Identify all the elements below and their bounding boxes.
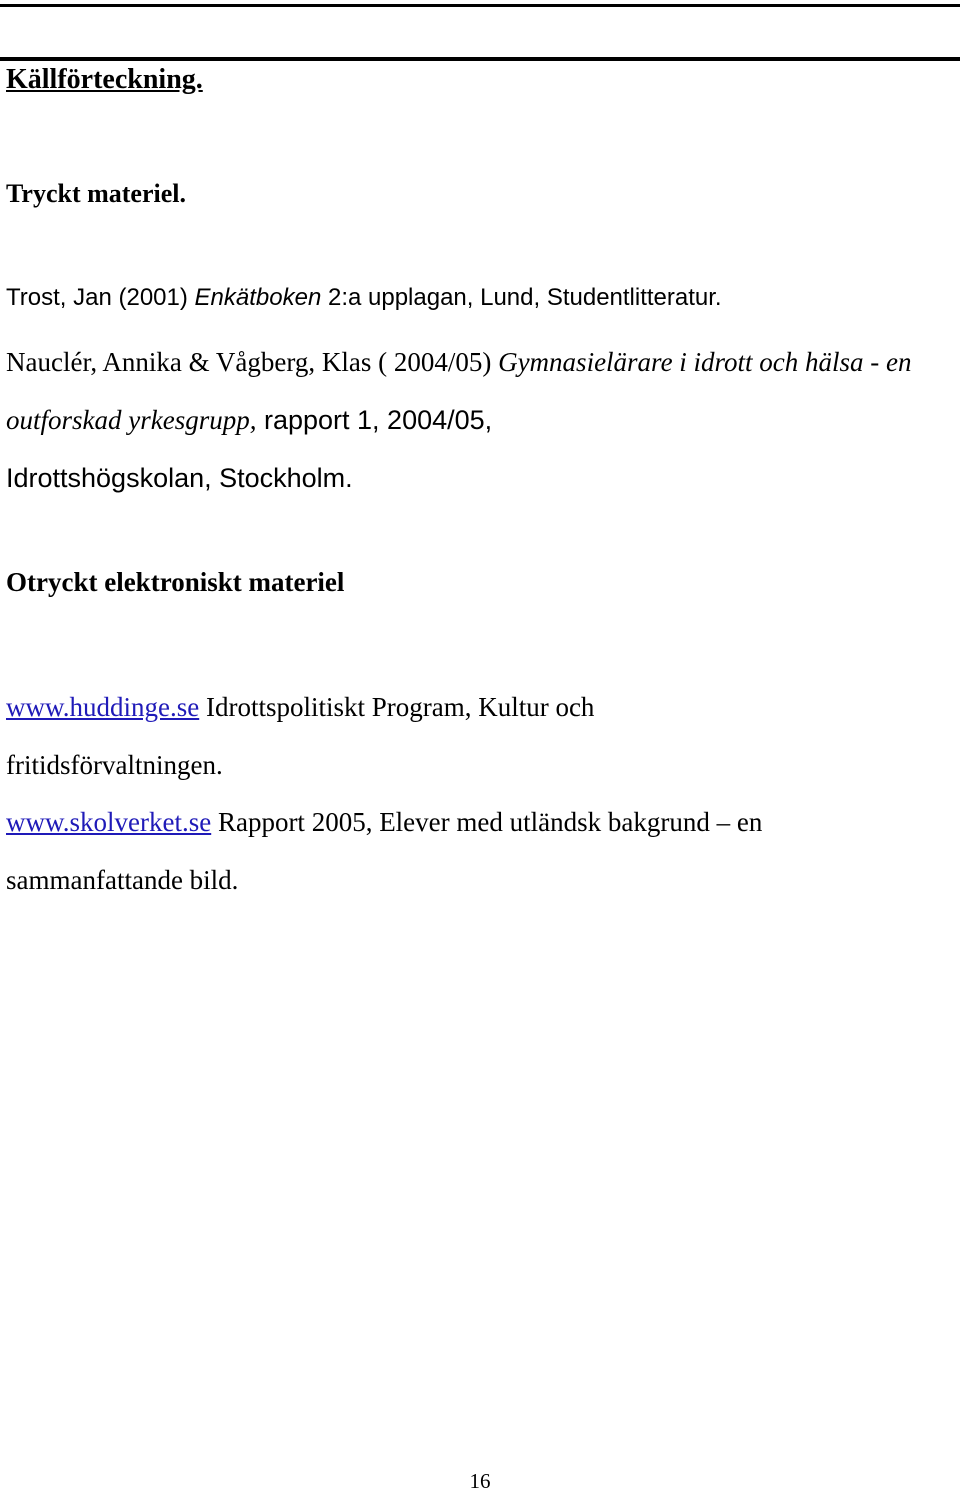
reference-description: Rapport 2005, Elever med utländsk bakgrund – en: [211, 807, 763, 837]
top-rule: [0, 4, 960, 7]
reference-details: rapport 1, 2004/05,: [256, 405, 493, 435]
reference-description-continued: sammanfattande bild.: [6, 865, 239, 895]
reference-title: Enkätboken: [194, 284, 322, 311]
reference-author: Nauclér, Annika & Vågberg, Klas ( 2004/05): [6, 347, 499, 377]
reference-title: Gymnasielärare i idrott och hälsa - en outforskad yrkesgrupp,: [6, 347, 912, 435]
reference-huddinge: [6, 678, 958, 794]
reference-naucler: [6, 333, 958, 507]
header-rule: [0, 57, 960, 61]
electronic-material-heading: Otryckt elektroniskt materiel: [6, 567, 345, 597]
printed-material-heading: Tryckt materiel.: [6, 179, 186, 208]
huddinge-link[interactable]: www.huddinge.se: [6, 692, 200, 722]
reference-trost: [6, 283, 958, 313]
reference-author: Trost, Jan (2001): [6, 284, 195, 311]
skolverket-link[interactable]: www.skolverket.se: [6, 807, 212, 837]
reference-description: Idrottspolitiskt Program, Kultur och: [199, 692, 595, 722]
page-number: 16: [469, 1469, 491, 1493]
reference-details: 2:a upplagan, Lund, Studentlitteratur.: [321, 284, 722, 311]
reference-description-continued: fritidsförvaltningen.: [6, 750, 223, 780]
reference-publisher: Idrottshögskolan, Stockholm.: [6, 463, 353, 493]
page-heading: Källförteckning.: [6, 64, 203, 95]
reference-skolverket: [6, 793, 958, 909]
